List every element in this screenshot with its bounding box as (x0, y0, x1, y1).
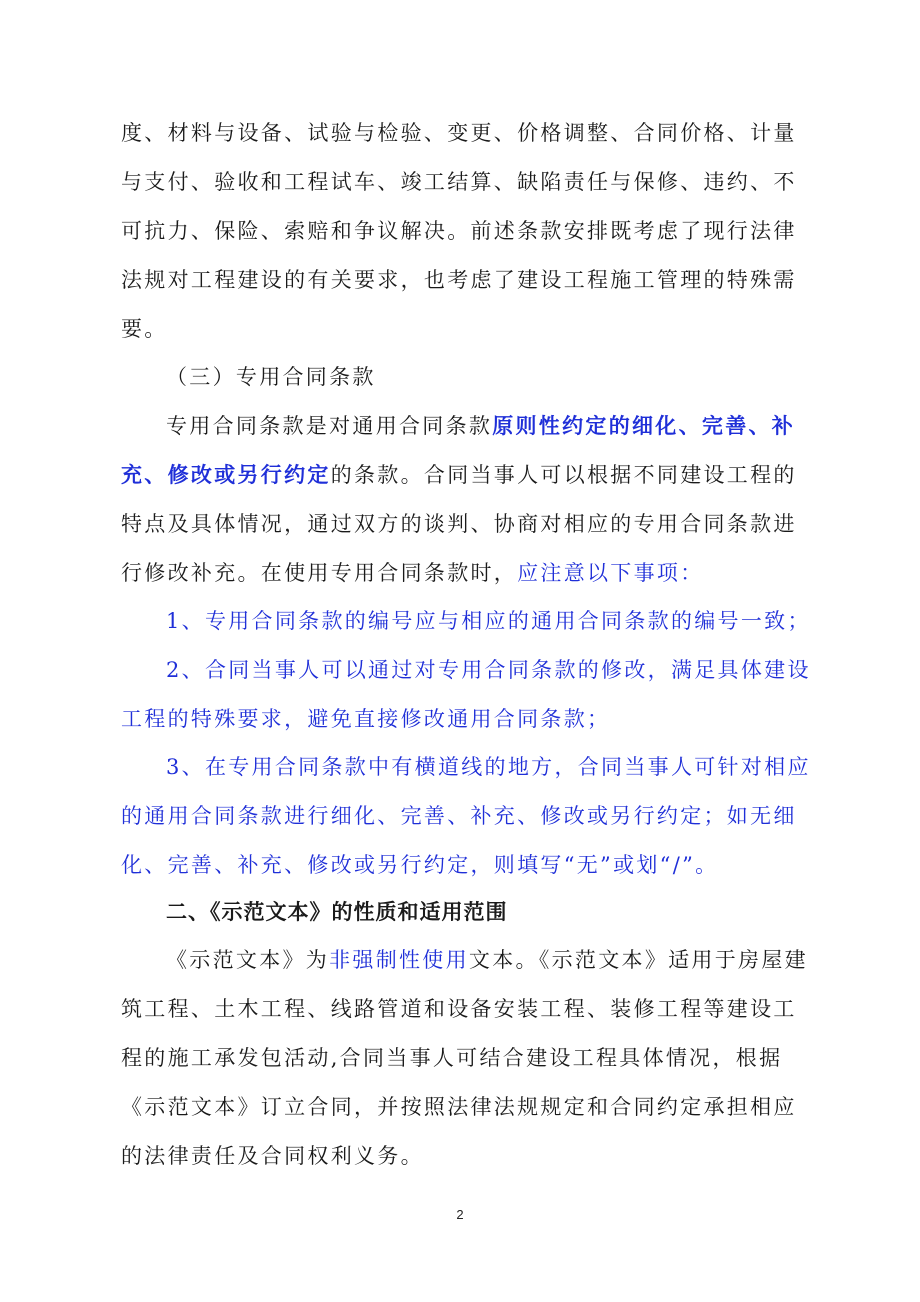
item2-line1: 2、合同当事人可以通过对专用合同条款的修改，满足具体建设 (166, 658, 811, 682)
para3-line5: 的法律责任及合同权利义务。 (121, 1144, 424, 1168)
item3-line3: 化、完善、补充、修改或另行约定，则填写“无”或划“/”。 (121, 853, 719, 877)
para3-line3: 程的施工承发包活动,合同当事人可结合建设工程具体情况，根据 (121, 1046, 783, 1070)
para3-line1-text-a: 《示范文本》为 (166, 948, 330, 972)
para3-line4: 《示范文本》订立合同，并按照法律法规规定和合同约定承担相应 (121, 1095, 797, 1119)
para2-line1-emphasis: 原则性约定的细化、完善、补 (492, 413, 796, 438)
para1-line3: 可抗力、保险、索赔和争议解决。前述条款安排既考虑了现行法律 (121, 219, 797, 243)
item1: 1、专用合同条款的编号应与相应的通用合同条款的编号一致； (166, 609, 811, 633)
para2-line3: 特点及具体情况，通过双方的谈判、协商对相应的专用合同条款进 (121, 512, 797, 536)
para1-line5: 要。 (121, 317, 168, 341)
para1-line1: 度、材料与设备、试验与检验、变更、价格调整、合同价格、计量 (121, 121, 797, 145)
para1-line2: 与支付、验收和工程试车、竣工结算、缺陷责任与保修、违约、不 (121, 170, 797, 194)
para3-line2: 筑工程、土木工程、线路管道和设备安装工程、装修工程等建设工 (121, 997, 797, 1021)
para2-line1-text: 专用合同条款是对通用合同条款 (166, 414, 493, 438)
para2-line4-text: 行修改补充。在使用专用合同条款时， (121, 561, 518, 585)
para2-line2-emphasis: 充、修改或另行约定 (121, 462, 331, 487)
para2-line4-highlight: 应注意以下事项： (517, 561, 704, 585)
para2-line1 (166, 411, 811, 441)
para1-line4: 法规对工程建设的有关要求，也考虑了建设工程施工管理的特殊需 (121, 268, 797, 292)
section2-heading: 二、《示范文本》的性质和适用范围 (166, 900, 508, 924)
para2-line4 (121, 558, 811, 588)
section3-heading: （三）专用合同条款 (166, 365, 376, 389)
para3-line1 (166, 945, 811, 975)
para2-line2-text: 的条款。合同当事人可以根据不同建设工程的 (330, 463, 797, 487)
para2-line2 (121, 460, 811, 490)
para3-line1-text-b: 文本。《示范文本》适用于房屋建 (468, 948, 808, 972)
page-number: 2 (456, 1207, 464, 1222)
item3-line2: 的通用合同条款进行细化、完善、补充、修改或另行约定；如无细 (121, 804, 797, 828)
para3-line1-highlight: 非强制性使用 (329, 948, 469, 972)
item2-line2: 工程的特殊要求，避免直接修改通用合同条款； (121, 707, 611, 731)
item3-line1: 3、在专用合同条款中有横道线的地方，合同当事人可针对相应 (166, 755, 811, 779)
